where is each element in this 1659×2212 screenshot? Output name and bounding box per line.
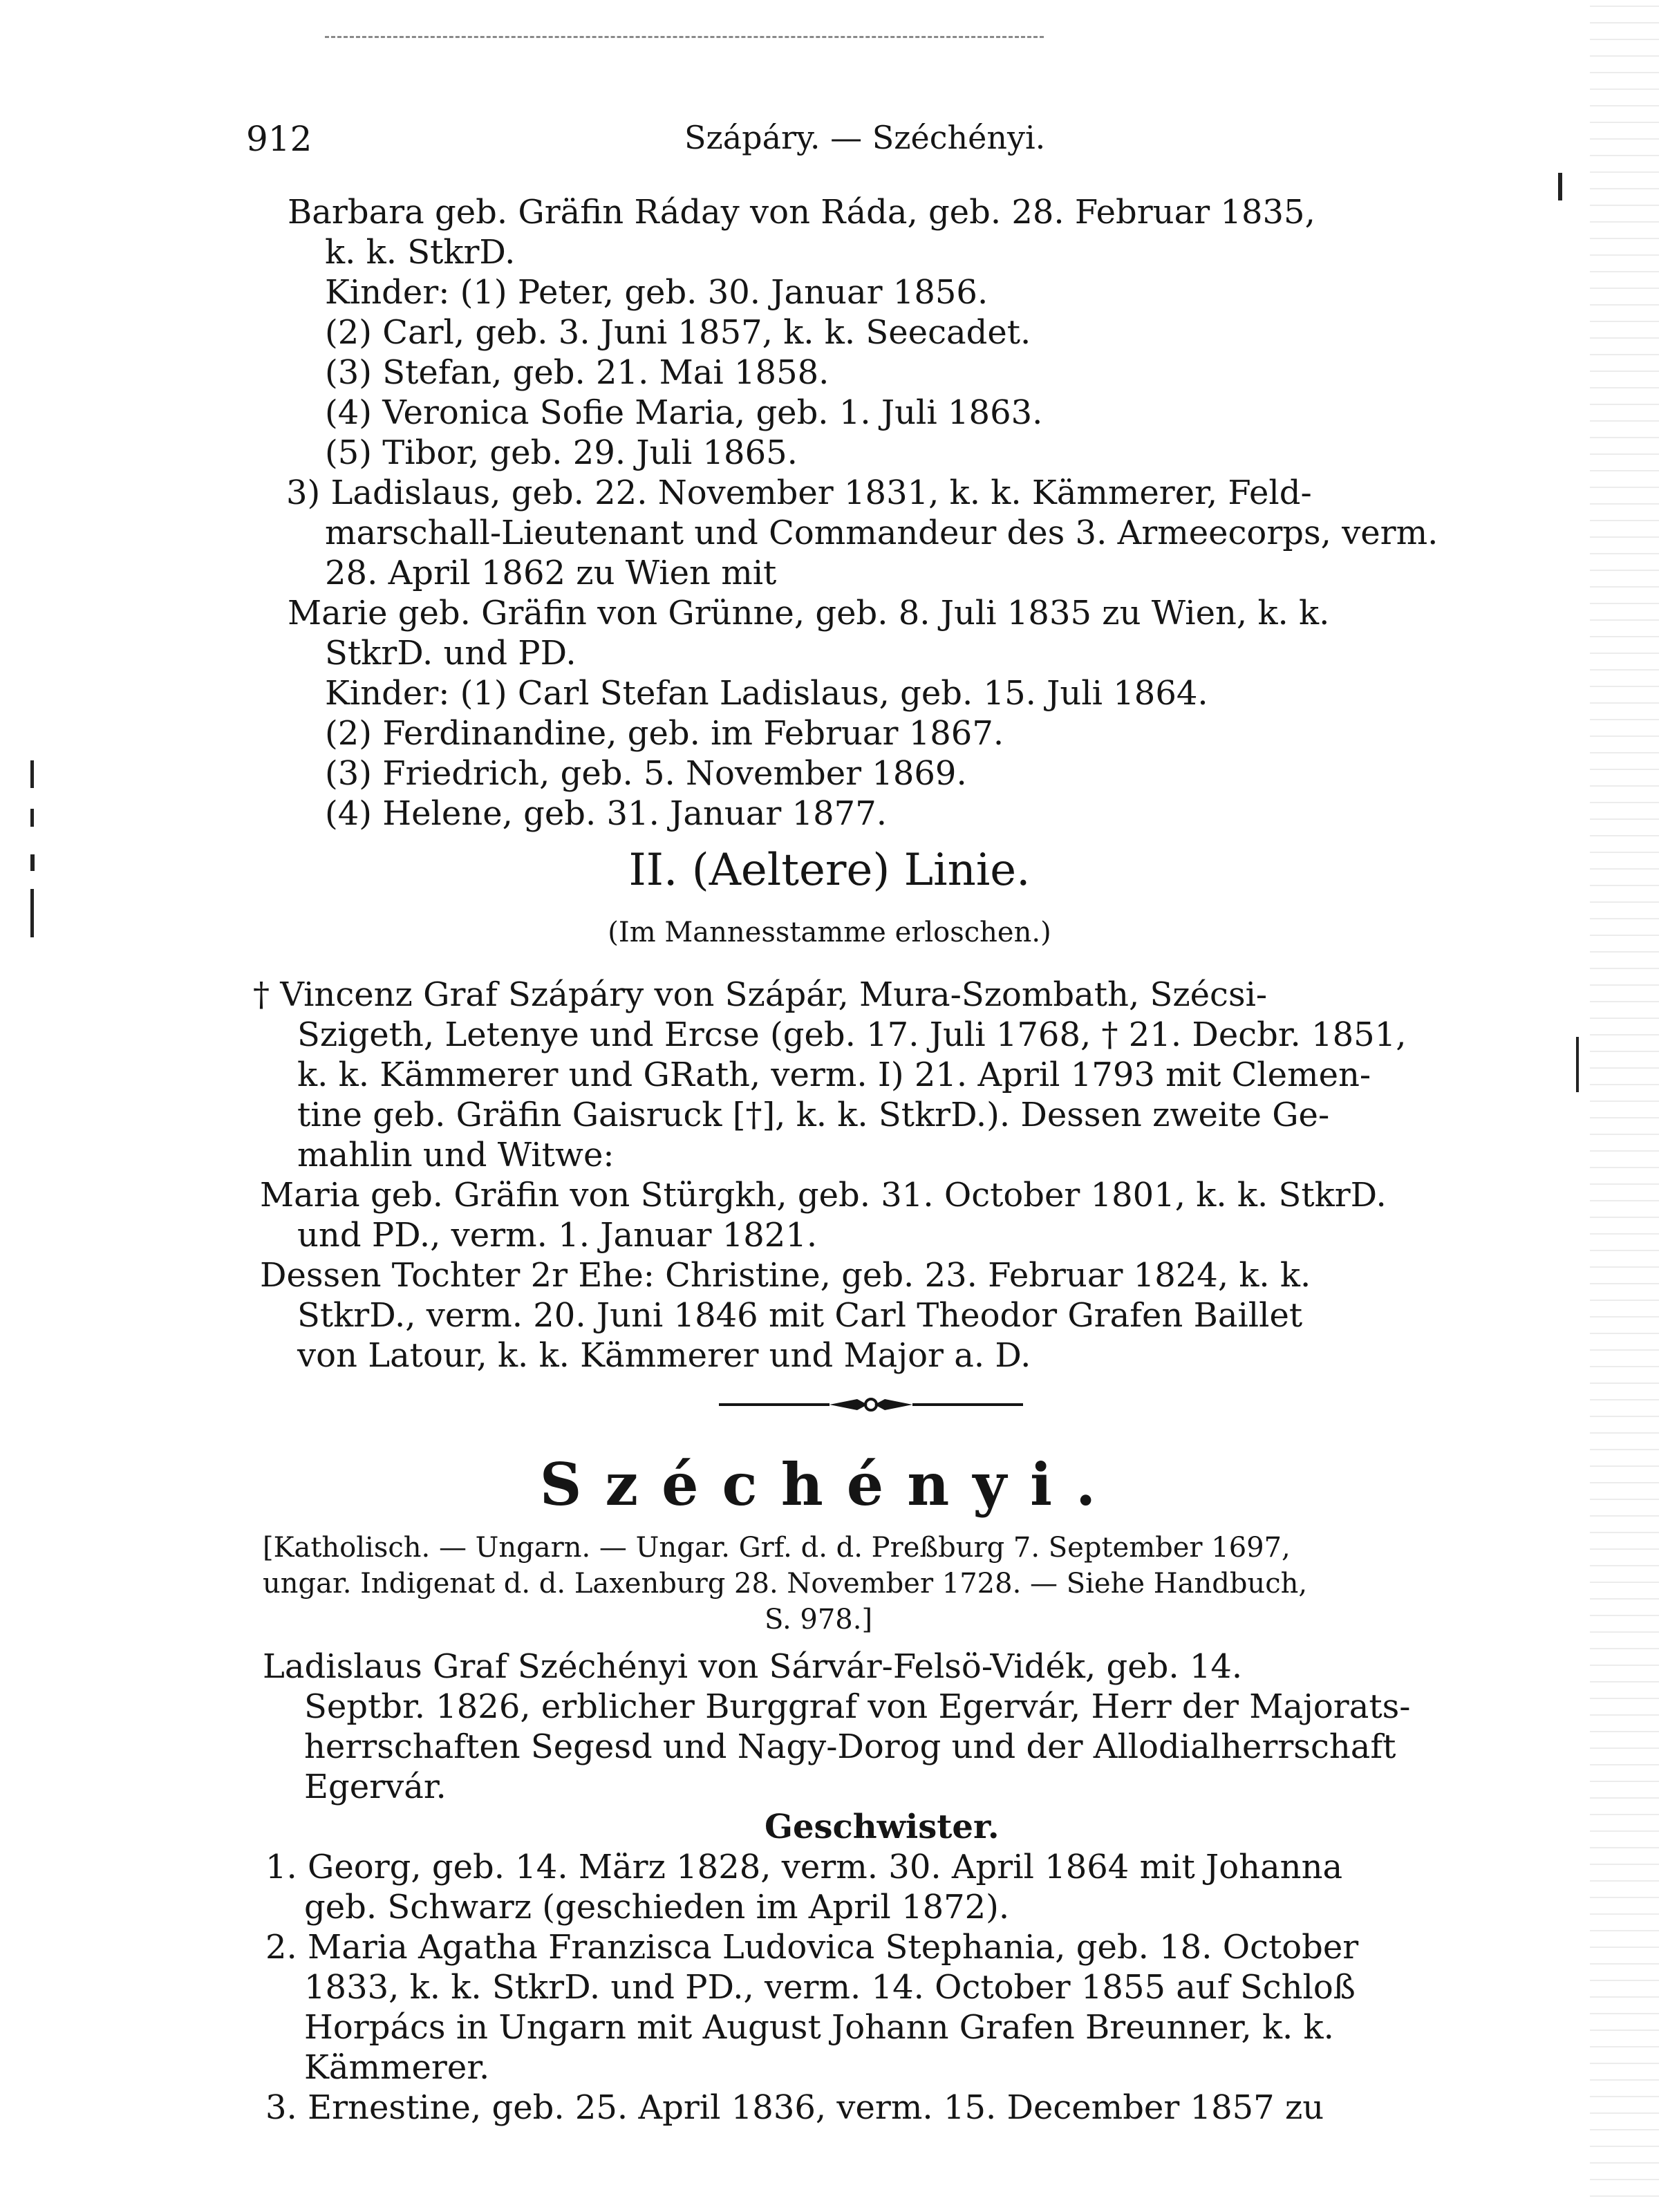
text-line: marschall-Lieutenant und Commandeur des 3. Armeecorps, verm. <box>325 514 1438 552</box>
text-line: Kinder: (1) Peter, geb. 30. Januar 1856. <box>325 273 988 312</box>
intro-line: S. 978.] <box>765 1604 873 1635</box>
text-line: Egervár. <box>304 1768 447 1806</box>
text-line: k. k. Kämmerer und GRath, verm. I) 21. April 1793 mit Clemen- <box>297 1056 1371 1094</box>
text-line: von Latour, k. k. Kämmerer und Major a. D. <box>297 1336 1031 1375</box>
ornament-divider <box>719 1392 1023 1417</box>
text-line: Kinder: (1) Carl Stefan Ladislaus, geb. 15. Juli 1864. <box>325 674 1208 713</box>
text-line: 2. Maria Agatha Franzisca Ludovica Stephania, geb. 18. October <box>265 1928 1359 1967</box>
family-title: Széchényi. <box>539 1450 1120 1519</box>
top-scan-rule <box>325 36 1044 38</box>
text-line: (4) Helene, geb. 31. Januar 1877. <box>325 794 887 833</box>
text-line: Horpács in Ungarn mit August Johann Grafen Breunner, k. k. <box>304 2008 1334 2047</box>
text-line: k. k. StkrD. <box>325 233 516 272</box>
text-line: StkrD. und PD. <box>325 634 577 673</box>
text-line: 3. Ernestine, geb. 25. April 1836, verm. 15. December 1857 zu <box>265 2088 1324 2127</box>
text-line: Maria geb. Gräfin von Stürgkh, geb. 31. October 1801, k. k. StkrD. <box>260 1176 1387 1215</box>
scan-mark <box>1576 1037 1579 1092</box>
scan-mark <box>30 854 35 871</box>
running-head: Szápáry. — Széchényi. <box>684 119 1046 156</box>
scan-mark <box>1558 173 1562 200</box>
text-line: Barbara geb. Gräfin Ráday von Ráda, geb. 28. Februar 1835, <box>288 193 1315 232</box>
page-edge-texture <box>1590 0 1659 2212</box>
text-line: Dessen Tochter 2r Ehe: Christine, geb. 23. Februar 1824, k. k. <box>260 1256 1311 1295</box>
intro-line: ungar. Indigenat d. d. Laxenburg 28. November 1728. — Siehe Handbuch, <box>263 1568 1308 1600</box>
text-line: StkrD., verm. 20. Juni 1846 mit Carl Theodor Grafen Baillet <box>297 1296 1303 1335</box>
text-line: † Vincenz Graf Szápáry von Szápár, Mura-Szombath, Szécsi- <box>253 975 1268 1014</box>
text-line: 3) Ladislaus, geb. 22. November 1831, k. k. Kämmerer, Feld- <box>286 474 1312 512</box>
text-line: (3) Stefan, geb. 21. Mai 1858. <box>325 353 830 392</box>
scan-mark <box>30 809 34 827</box>
text-line: geb. Schwarz (geschieden im April 1872). <box>304 1888 1010 1927</box>
text-line: Szigeth, Letenye und Ercse (geb. 17. Juli 1768, † 21. Decbr. 1851, <box>297 1015 1407 1054</box>
scan-mark <box>30 889 34 937</box>
text-line: herrschaften Segesd und Nagy-Dorog und der Allodialherrschaft <box>304 1727 1396 1766</box>
intro-line: [Katholisch. — Ungarn. — Ungar. Grf. d. d. Preßburg 7. September 1697, <box>263 1532 1291 1564</box>
text-line: 1. Georg, geb. 14. März 1828, verm. 30. April 1864 mit Johanna <box>265 1848 1343 1886</box>
text-line: (5) Tibor, geb. 29. Juli 1865. <box>325 433 798 472</box>
text-line: Kämmerer. <box>304 2048 490 2087</box>
text-line: und PD., verm. 1. Januar 1821. <box>297 1216 818 1255</box>
text-line: Ladislaus Graf Széchényi von Sárvár-Felsö-Vidék, geb. 14. <box>263 1647 1243 1686</box>
text-line: Marie geb. Gräfin von Grünne, geb. 8. Juli 1835 zu Wien, k. k. <box>288 594 1330 632</box>
page-number: 912 <box>246 119 312 159</box>
section-title: II. (Aeltere) Linie. <box>628 845 1031 896</box>
text-line: (4) Veronica Sofie Maria, geb. 1. Juli 1863. <box>325 393 1043 432</box>
text-line: (2) Carl, geb. 3. Juni 1857, k. k. Seecadet. <box>325 313 1031 352</box>
scan-mark <box>30 760 34 788</box>
text-line: 28. April 1862 zu Wien mit <box>325 554 777 592</box>
section-subtitle: (Im Mannesstamme erloschen.) <box>608 917 1051 948</box>
text-line: tine geb. Gräfin Gaisruck [†], k. k. StkrD.). Dessen zweite Ge- <box>297 1096 1330 1134</box>
text-line: (3) Friedrich, geb. 5. November 1869. <box>325 754 967 793</box>
text-line: 1833, k. k. StkrD. und PD., verm. 14. October 1855 auf Schloß <box>304 1968 1356 2007</box>
text-line: (2) Ferdinandine, geb. im Februar 1867. <box>325 714 1004 753</box>
siblings-heading: Geschwister. <box>765 1808 1000 1846</box>
text-line: mahlin und Witwe: <box>297 1136 615 1174</box>
text-line: Septbr. 1826, erblicher Burggraf von Egervár, Herr der Majorats- <box>304 1687 1411 1726</box>
